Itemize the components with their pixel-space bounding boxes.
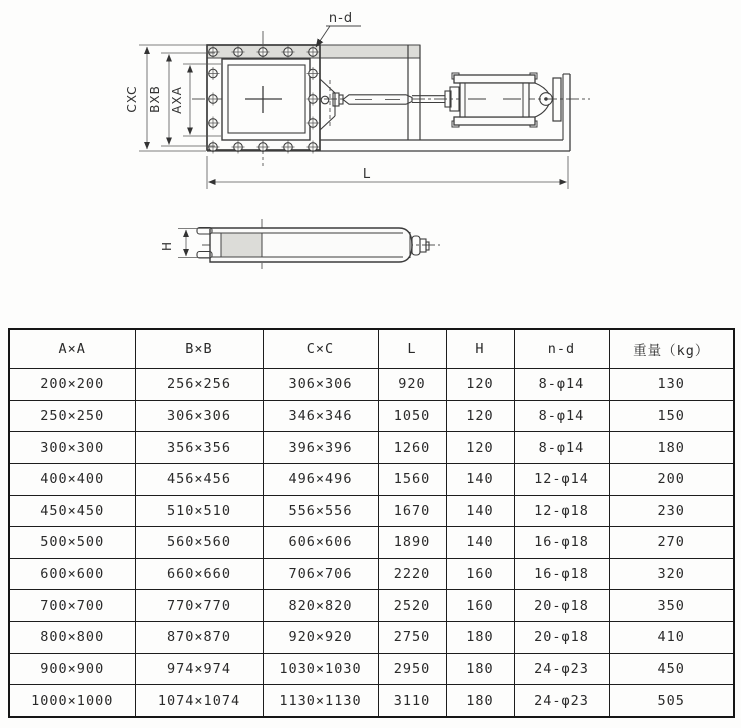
table-row bbox=[9, 622, 734, 654]
dim-label-axa: AXA bbox=[170, 86, 184, 114]
stem-rod bbox=[333, 93, 445, 106]
table-row bbox=[9, 527, 734, 559]
table-cell: 2520 bbox=[378, 590, 446, 622]
table-cell: 496×496 bbox=[263, 463, 378, 495]
table-cell: 16-φ18 bbox=[514, 558, 609, 590]
table-cell: 500×500 bbox=[9, 527, 135, 559]
column-header: H bbox=[446, 329, 514, 369]
table-cell: 120 bbox=[446, 432, 514, 464]
table-cell: 505 bbox=[609, 685, 734, 717]
table-cell: 16-φ18 bbox=[514, 527, 609, 559]
table-cell: 974×974 bbox=[135, 653, 263, 685]
table-cell: 20-φ18 bbox=[514, 622, 609, 654]
table-cell: 1560 bbox=[378, 463, 446, 495]
technical-drawing bbox=[0, 0, 741, 325]
table-cell: 300×300 bbox=[9, 432, 135, 464]
table-cell: 200×200 bbox=[9, 369, 135, 401]
table-cell: 820×820 bbox=[263, 590, 378, 622]
table-cell: 700×700 bbox=[9, 590, 135, 622]
table-cell: 256×256 bbox=[135, 369, 263, 401]
table-cell: 1130×1130 bbox=[263, 685, 378, 717]
table-cell: 24-φ23 bbox=[514, 653, 609, 685]
column-header: C×C bbox=[263, 329, 378, 369]
table-cell: 450×450 bbox=[9, 495, 135, 527]
table-cell: 346×346 bbox=[263, 400, 378, 432]
table-row bbox=[9, 495, 734, 527]
table-row bbox=[9, 685, 734, 717]
dim-label-nd: n-d bbox=[328, 11, 354, 26]
table-cell: 900×900 bbox=[9, 653, 135, 685]
table-cell: 920 bbox=[378, 369, 446, 401]
dim-label-cxc: CXC bbox=[125, 85, 139, 113]
table-head bbox=[9, 329, 734, 369]
table-cell: 8-φ14 bbox=[514, 369, 609, 401]
table-cell: 2750 bbox=[378, 622, 446, 654]
table-cell: 140 bbox=[446, 495, 514, 527]
table-cell: 120 bbox=[446, 369, 514, 401]
table-row bbox=[9, 653, 734, 685]
table-cell: 560×560 bbox=[135, 527, 263, 559]
dim-label-h: H bbox=[160, 240, 174, 252]
table-cell: 12-φ14 bbox=[514, 463, 609, 495]
table-cell: 180 bbox=[446, 685, 514, 717]
table-cell: 2950 bbox=[378, 653, 446, 685]
table-cell: 270 bbox=[609, 527, 734, 559]
frame-upright bbox=[408, 45, 420, 140]
table-header-row bbox=[9, 329, 734, 369]
table-row bbox=[9, 463, 734, 495]
table-cell: 200 bbox=[609, 463, 734, 495]
table-cell: 456×456 bbox=[135, 463, 263, 495]
table-cell: 120 bbox=[446, 400, 514, 432]
table-cell: 140 bbox=[446, 463, 514, 495]
main-view bbox=[139, 26, 590, 189]
table-cell: 180 bbox=[609, 432, 734, 464]
table-cell: 306×306 bbox=[135, 400, 263, 432]
gate-section bbox=[221, 233, 262, 257]
table-cell: 130 bbox=[609, 369, 734, 401]
table-cell: 1030×1030 bbox=[263, 653, 378, 685]
nd-leader bbox=[316, 26, 361, 47]
table-cell: 250×250 bbox=[9, 400, 135, 432]
table-cell: 450 bbox=[609, 653, 734, 685]
column-header: L bbox=[378, 329, 446, 369]
table-cell: 1890 bbox=[378, 527, 446, 559]
table-cell: 706×706 bbox=[263, 558, 378, 590]
table-cell: 400×400 bbox=[9, 463, 135, 495]
table-cell: 150 bbox=[609, 400, 734, 432]
table-cell: 8-φ14 bbox=[514, 432, 609, 464]
table-cell: 870×870 bbox=[135, 622, 263, 654]
table-cell: 180 bbox=[446, 653, 514, 685]
dim-l bbox=[207, 156, 568, 189]
table-cell: 8-φ14 bbox=[514, 400, 609, 432]
table-cell: 356×356 bbox=[135, 432, 263, 464]
dim-label-bxb: BXB bbox=[148, 85, 162, 113]
table-cell: 800×800 bbox=[9, 622, 135, 654]
column-header: n-d bbox=[514, 329, 609, 369]
table-cell: 660×660 bbox=[135, 558, 263, 590]
table-cell: 320 bbox=[609, 558, 734, 590]
table-cell: 3110 bbox=[378, 685, 446, 717]
dim-h bbox=[178, 229, 209, 258]
dimension-table bbox=[8, 328, 735, 718]
table-cell: 770×770 bbox=[135, 590, 263, 622]
table-cell: 12-φ18 bbox=[514, 495, 609, 527]
side-view bbox=[178, 219, 440, 269]
table-cell: 920×920 bbox=[263, 622, 378, 654]
table-cell: 510×510 bbox=[135, 495, 263, 527]
table-row bbox=[9, 400, 734, 432]
table-cell: 1074×1074 bbox=[135, 685, 263, 717]
table-cell: 20-φ18 bbox=[514, 590, 609, 622]
table-cell: 180 bbox=[446, 622, 514, 654]
table-body bbox=[9, 369, 734, 718]
table-cell: 24-φ23 bbox=[514, 685, 609, 717]
column-header: B×B bbox=[135, 329, 263, 369]
table-cell: 140 bbox=[446, 527, 514, 559]
cylinder bbox=[445, 73, 537, 127]
dim-label-l: L bbox=[362, 167, 372, 182]
table-cell: 600×600 bbox=[9, 558, 135, 590]
table-row bbox=[9, 590, 734, 622]
table-cell: 1670 bbox=[378, 495, 446, 527]
table-cell: 396×396 bbox=[263, 432, 378, 464]
end-mount bbox=[535, 78, 561, 121]
table-row bbox=[9, 369, 734, 401]
column-header: A×A bbox=[9, 329, 135, 369]
table-cell: 556×556 bbox=[263, 495, 378, 527]
table-cell: 350 bbox=[609, 590, 734, 622]
table-cell: 606×606 bbox=[263, 527, 378, 559]
table-cell: 1260 bbox=[378, 432, 446, 464]
table-cell: 160 bbox=[446, 558, 514, 590]
table-row bbox=[9, 558, 734, 590]
column-header: 重量（kg） bbox=[609, 329, 734, 369]
table-cell: 1000×1000 bbox=[9, 685, 135, 717]
table-cell: 230 bbox=[609, 495, 734, 527]
table-cell: 2220 bbox=[378, 558, 446, 590]
table-cell: 160 bbox=[446, 590, 514, 622]
table-cell: 410 bbox=[609, 622, 734, 654]
table-cell: 1050 bbox=[378, 400, 446, 432]
table-cell: 306×306 bbox=[263, 369, 378, 401]
table-row bbox=[9, 432, 734, 464]
